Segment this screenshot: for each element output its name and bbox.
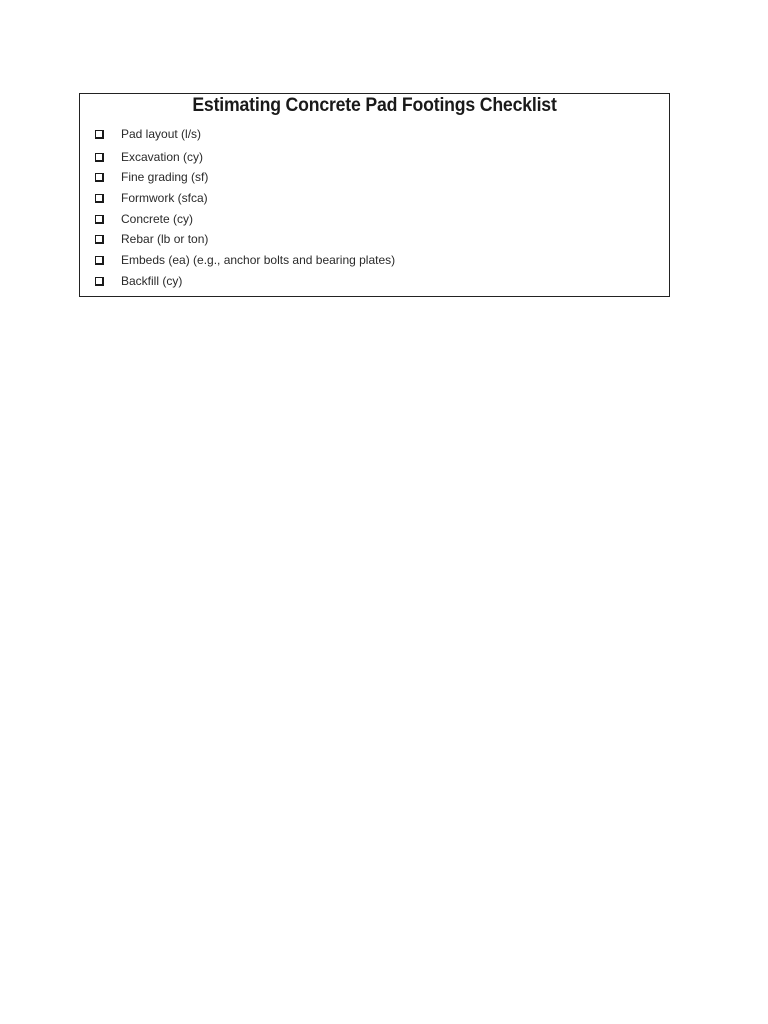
checklist-item: [80, 170, 669, 186]
checkbox-icon[interactable]: [95, 256, 104, 265]
checklist-item-label: Excavation (cy): [121, 150, 204, 164]
checklist-item: [80, 232, 669, 248]
checklist-item-label: Backfill (cy): [121, 274, 183, 288]
checklist-item-label: Formwork (sfca): [121, 191, 208, 205]
checkbox-icon[interactable]: [95, 194, 104, 203]
checkbox-icon[interactable]: [95, 235, 104, 244]
checklist-item-label: Rebar (lb or ton): [121, 232, 209, 246]
checklist-item: [80, 253, 669, 269]
checklist-item: [80, 212, 669, 228]
checklist-item-label: Fine grading (sf): [121, 170, 209, 184]
checkbox-icon[interactable]: [95, 153, 104, 162]
checklist-item: [80, 150, 669, 166]
checkbox-icon[interactable]: [95, 173, 104, 182]
checklist-item: [80, 274, 669, 290]
checkbox-icon[interactable]: [95, 130, 104, 139]
checklist-item: [80, 127, 669, 143]
checklist-item-label: Concrete (cy): [121, 212, 194, 226]
checklist-box: [79, 93, 670, 297]
checkbox-icon[interactable]: [95, 277, 104, 286]
checklist-item-label: Embeds (ea) (e.g., anchor bolts and bearing plates): [121, 253, 396, 267]
checklist-item: [80, 191, 669, 207]
checklist-title: Estimating Concrete Pad Footings Checklist: [192, 95, 557, 116]
checkbox-icon[interactable]: [95, 215, 104, 224]
checklist-item-label: Pad layout (l/s): [121, 127, 202, 141]
